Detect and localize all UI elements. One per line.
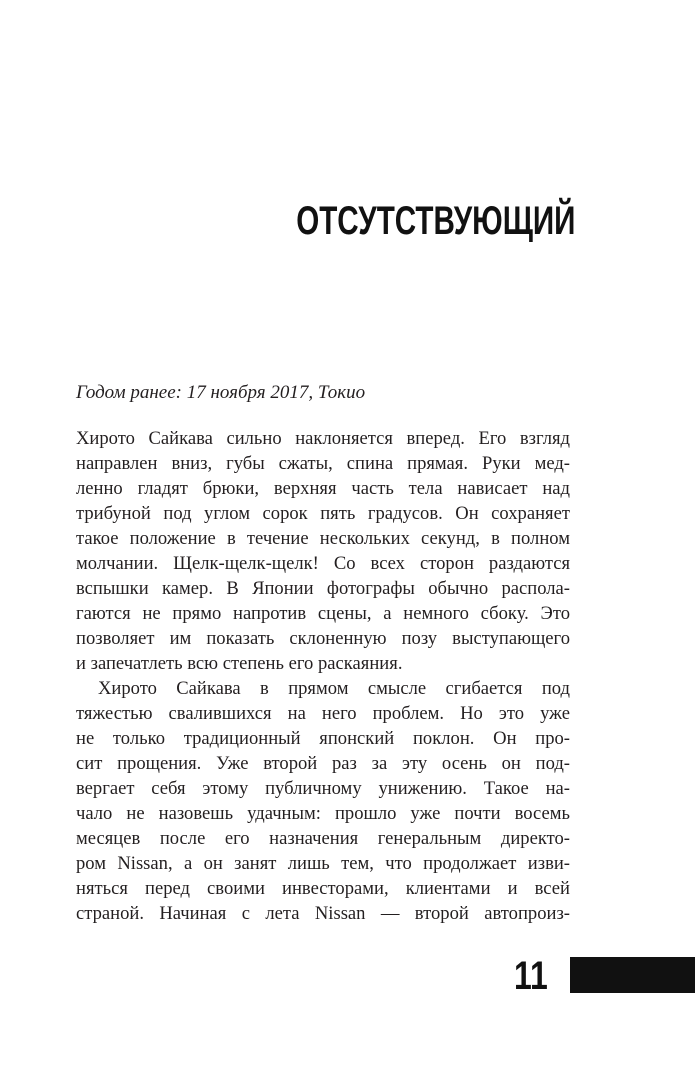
text-line: Хирото Сайкава сильно наклоняется вперед. Его взгляд (76, 428, 570, 449)
text-line: ром Nissan, а он занят лишь тем, что продолжает изви- (76, 853, 570, 874)
chapter-title: ОТСУТСТВУЮЩИЙ (296, 199, 576, 243)
text-line: тяжестью свалившихся на него проблем. Но это уже (76, 703, 570, 724)
text-line: позволяет им показать склоненную позу выступающего (76, 628, 570, 649)
text-line: Хирото Сайкава в прямом смысле сгибается под (98, 678, 570, 699)
text-line: ленно гладят брюки, верхняя часть тела нависает над (76, 478, 570, 499)
text-line: трибуной под углом сорок пять градусов. Он сохраняет (76, 503, 570, 524)
paragraph-2 (76, 676, 570, 926)
text-line: вергает себя этому публичному унижению. Такое на- (76, 778, 570, 799)
text-line: вспышки камер. В Японии фотографы обычно распола- (76, 578, 570, 599)
text-line: такое положение в течение нескольких секунд, в полном (76, 528, 570, 549)
text-line: и запечатлеть всю степень его раскаяния. (76, 653, 403, 674)
paragraph-1 (76, 426, 570, 676)
text-line: сит прощения. Уже второй раз за эту осень он под- (76, 753, 570, 774)
text-line: няться перед своими инвесторами, клиентами и всей (76, 878, 570, 899)
text-line: не только традиционный японский поклон. Он про- (76, 728, 570, 749)
body-text (76, 426, 570, 926)
dateline: Годом ранее: 17 ноября 2017, Токио (76, 382, 366, 403)
page-number-bar (570, 957, 695, 993)
text-line: чало не назовешь удачным: прошло уже почти восемь (76, 803, 570, 824)
text-line: месяцев после его назначения генеральным директо- (76, 828, 570, 849)
text-line: молчании. Щелк-щелк-щелк! Со всех сторон раздаются (76, 553, 570, 574)
text-line: гаются не прямо напротив сцены, а немного сбоку. Это (76, 603, 570, 624)
text-line: направлен вниз, губы сжаты, спина прямая. Руки мед- (76, 453, 570, 474)
text-line: страной. Начиная с лета Nissan — второй автопроиз- (76, 903, 570, 924)
page-number: 11 (514, 954, 548, 998)
